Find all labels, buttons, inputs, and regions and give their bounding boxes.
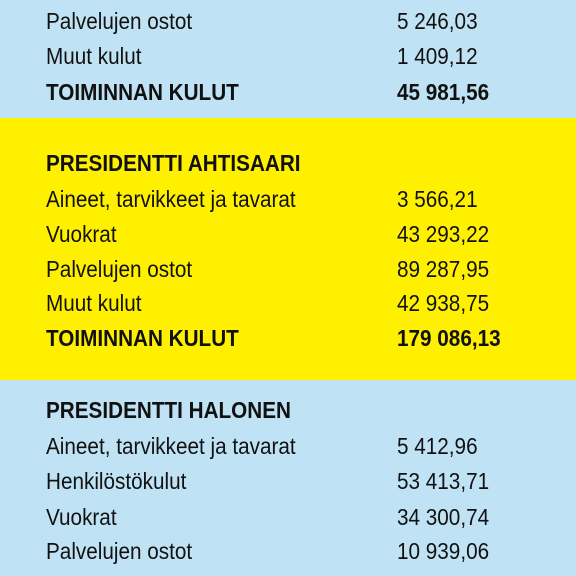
row-label: Henkilöstökulut: [46, 468, 187, 494]
table-row: [46, 5, 523, 37]
table-row: [46, 183, 523, 215]
row-value: 3 566,21: [397, 186, 478, 212]
table-row: [46, 465, 523, 497]
row-value: 1 409,12: [397, 43, 478, 69]
total-row: [46, 76, 523, 108]
row-value: 10 939,06: [397, 538, 490, 564]
total-label: TOIMINNAN KULUT: [46, 79, 239, 105]
row-label: Vuokrat: [46, 504, 117, 530]
total-value: 179 086,13: [397, 325, 501, 351]
row-value: 34 300,74: [397, 504, 490, 530]
section-heading-ahtisaari: [46, 147, 523, 179]
section-heading: PRESIDENTTI AHTISAARI: [46, 150, 301, 176]
table-row: [46, 218, 523, 250]
row-value: 89 287,95: [397, 256, 490, 282]
total-row: [46, 322, 523, 354]
row-label: Muut kulut: [46, 43, 142, 69]
table-row: [46, 430, 523, 462]
total-value: 45 981,56: [397, 79, 490, 105]
section-heading: PRESIDENTTI HALONEN: [46, 397, 291, 423]
row-label: Palvelujen ostot: [46, 8, 193, 34]
row-value: 42 938,75: [397, 290, 490, 316]
section-heading-halonen: [46, 394, 523, 426]
row-label: Palvelujen ostot: [46, 538, 193, 564]
table-row: [46, 253, 523, 285]
row-value: 5 246,03: [397, 8, 478, 34]
row-value: 53 413,71: [397, 468, 490, 494]
row-label: Aineet, tarvikkeet ja tavarat: [46, 186, 296, 212]
row-value: 5 412,96: [397, 433, 478, 459]
row-label: Vuokrat: [46, 221, 117, 247]
table-row: [46, 501, 523, 533]
row-label: Muut kulut: [46, 290, 142, 316]
total-label: TOIMINNAN KULUT: [46, 325, 239, 351]
row-label: Palvelujen ostot: [46, 256, 193, 282]
table-row: [46, 40, 523, 72]
table-row: [46, 535, 523, 567]
row-label: Aineet, tarvikkeet ja tavarat: [46, 433, 296, 459]
table-row: [46, 287, 523, 319]
row-value: 43 293,22: [397, 221, 490, 247]
